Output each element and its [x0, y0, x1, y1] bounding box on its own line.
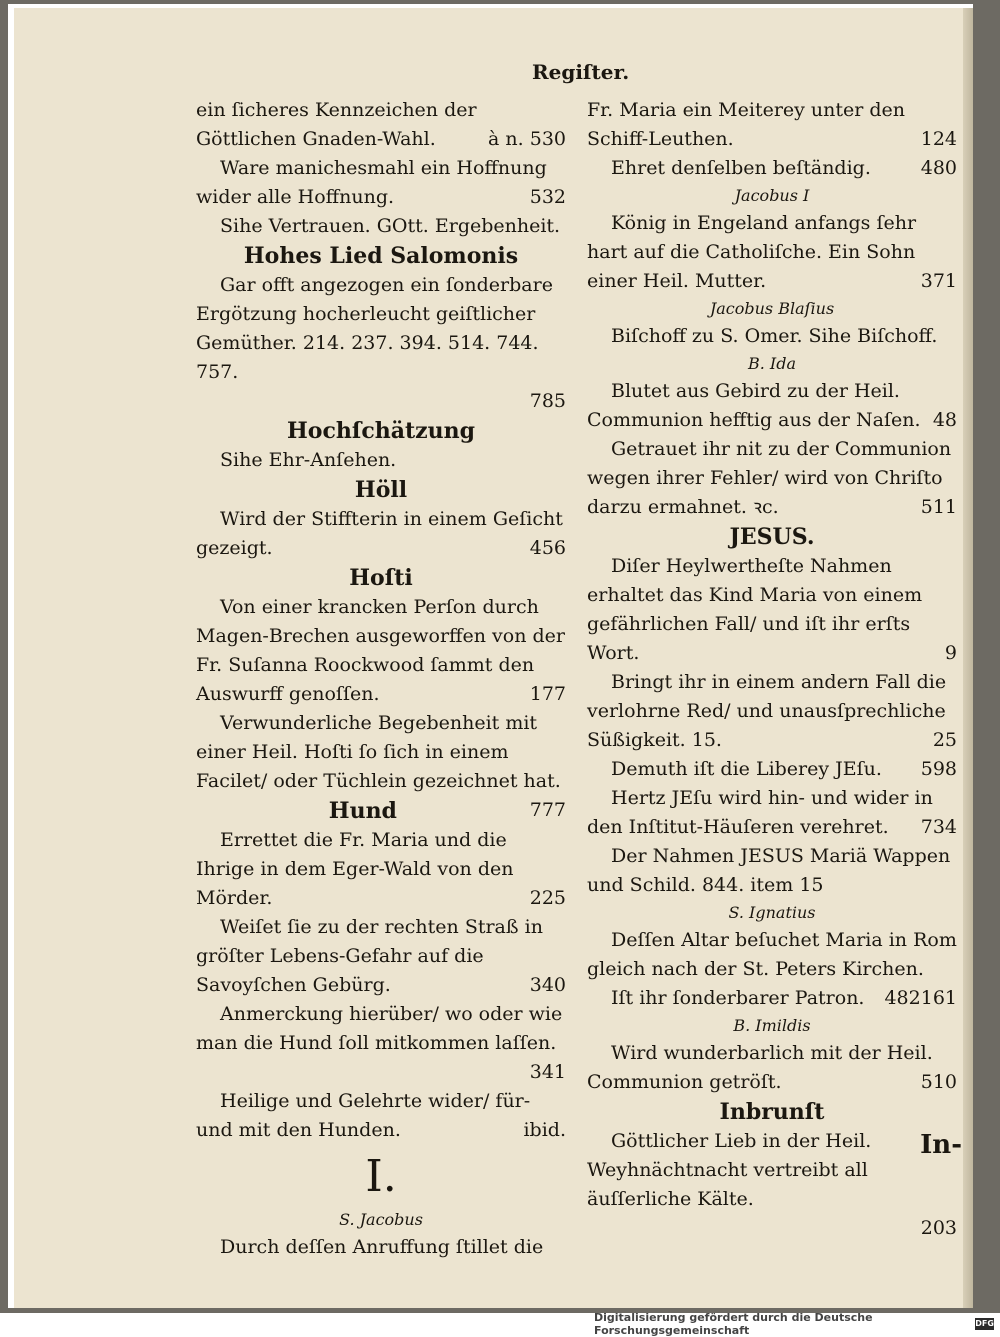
page-reference: 456: [529, 537, 566, 559]
catchword: In-: [920, 1130, 962, 1160]
index-entry: [587, 322, 957, 351]
page-reference: 734: [920, 816, 957, 838]
page-reference: 9: [944, 642, 957, 664]
index-entry: [587, 842, 957, 900]
dfg-logo-icon: DFG: [975, 1319, 994, 1328]
entry-text: Anmerckung hierüber/ wo oder wie man die Hund ſoll mitkommen laſſen.: [196, 1003, 563, 1054]
page-reference: 785: [529, 390, 566, 412]
index-entry: [587, 668, 957, 755]
index-entry: [587, 984, 957, 1013]
entry-text: Weiſet ſie zu der rechten Straß in gröſter Lebens-Gefahr auf die Savoyſchen Gebürg.: [196, 916, 543, 996]
page-reference: 511: [920, 496, 957, 518]
index-entry: [587, 755, 957, 784]
entry-text: Fr. Maria ein Meiterey unter den Schiff-Leuthen.: [587, 99, 906, 150]
entry-text: Deſſen Altar beſuchet Maria in Rom gleich nach der St. Peters Kirchen.: [587, 929, 957, 980]
entry-text: Ehret denſelben beſtändig.: [611, 157, 871, 179]
page-reference: 532: [529, 186, 566, 208]
page-reference: 340: [529, 974, 566, 996]
entry-text: Hertz JEſu wird hin- und wider in den Inſtitut-Häuſeren verehret.: [587, 787, 933, 838]
index-heading: Hund: [328, 798, 397, 824]
entry-text: Bringt ihr in einem andern Fall die verlohrne Red/ und unausſprechliche Süßigkeit. 15.: [587, 671, 947, 751]
page-reference: 25: [932, 729, 957, 751]
entry-text: ein ſicheres Kennzeichen der Göttlichen Gnaden-Wahl.: [196, 99, 477, 150]
page-reference: 341: [529, 1061, 566, 1083]
page-reference: 510: [920, 1071, 957, 1093]
index-entry: [196, 1000, 566, 1087]
page-reference: 177: [529, 683, 566, 705]
entry-text: König in Engeland anfangs ſehr hart auf die Catholiſche. Ein Sohn einer Heil. Mutter.: [587, 212, 917, 292]
index-entry: [196, 154, 566, 212]
index-entry: [196, 96, 566, 154]
left-column: [196, 96, 566, 1262]
index-subheading: Jacobus I: [734, 186, 810, 205]
index-entry: [587, 1039, 957, 1097]
page-reference: 48: [932, 409, 957, 431]
page-reference: 225: [529, 887, 566, 909]
index-heading: Hochſchätzung: [287, 418, 475, 444]
index-subheading: S. Jacobus: [339, 1210, 423, 1229]
entry-text: Sihe Ehr-Anſehen.: [220, 449, 397, 471]
entry-text: Demuth iſt die Liberey JEſu.: [611, 758, 882, 780]
index-entry: [587, 1127, 957, 1243]
page-reference: 598: [920, 758, 957, 780]
right-column: [587, 96, 957, 1243]
index-entry: [587, 96, 957, 154]
page-reference: à n. 530: [488, 128, 566, 150]
index-entry: [587, 377, 957, 435]
page-reference: 480: [920, 157, 957, 179]
entry-text: Wird der Stiffterin in einem Geſicht gezeigt.: [196, 508, 563, 559]
page-reference: 124: [920, 128, 957, 150]
index-subheading: B. Imildis: [733, 1016, 811, 1035]
index-entry: [196, 505, 566, 563]
index-entry: [196, 826, 566, 913]
entry-text: Ware manichesmahl ein Hoffnung wider alle Hoffnung.: [196, 157, 547, 208]
page-reference: 203: [920, 1217, 957, 1239]
page-edge: [963, 8, 973, 1308]
entry-text: Der Nahmen JESUS Mariä Wappen und Schild. 844. item 15: [587, 845, 951, 896]
index-entry: [196, 593, 566, 709]
entry-text: Verwunderliche Begebenheit mit einer Heil. Hoſti ſo ſich in einem Facilet/ oder Tüchlein gezeichnet hat.: [196, 712, 561, 792]
page-reference: 777: [529, 799, 566, 821]
entry-text: Gar offt angezogen ein ſonderbare Ergötzung hocherleucht geiſtlicher Gemüther. 214. 237. 394. 514. 744. 757.: [196, 274, 553, 383]
footer: [594, 1311, 994, 1337]
index-heading: Höll: [354, 477, 408, 503]
index-heading: Inbrunſt: [719, 1099, 825, 1125]
index-heading: Hoſti: [349, 565, 413, 591]
index-entry: [196, 212, 566, 241]
entry-text: Iſt ihr ſonderbarer Patron.: [611, 987, 865, 1009]
entry-text: Errettet die Fr. Maria und die Ihrige in dem Eger-Wald von den Mörder.: [196, 829, 514, 909]
page-reference: 482: [884, 987, 921, 1009]
entry-text: Wird wunderbarlich mit der Heil. Communion getröſt.: [587, 1042, 933, 1093]
entry-text: Biſchoff zu S. Omer. Sihe Biſchoff.: [611, 325, 938, 347]
index-entry: [587, 209, 957, 296]
entry-text: Getrauet ihr nit zu der Communion wegen ihrer Fehler/ wird von Chriſto darzu ermahnet. ꝛc.: [587, 438, 952, 518]
page-reference: ibid.: [523, 1119, 566, 1141]
entry-text: Von einer krancken Perſon durch Magen-Brechen ausgeworffen von der Fr. Suſanna Roockwood ſammt den Auswurff genoſſen.: [196, 596, 565, 705]
entry-text: Sihe Vertrauen. GOtt. Ergebenheit.: [220, 215, 561, 237]
entry-text: Diſer Heylwertheſte Nahmen erhaltet das Kind Maria von einem gefährlichen Fall/ und iſt ihr erſts Wort.: [587, 555, 923, 664]
index-entry: [196, 1233, 566, 1262]
index-heading: JESUS.: [729, 524, 815, 550]
index-entry: [196, 446, 566, 475]
page-reference: 161: [920, 987, 957, 1009]
index-subheading: S. Ignatius: [728, 903, 816, 922]
entry-text: Heilige und Gelehrte wider/ für- und mit den Hunden.: [196, 1090, 531, 1141]
section-letter: I.: [365, 1151, 397, 1202]
entry-text: Blutet aus Gebird zu der Heil. Communion hefftig aus der Naſen.: [587, 380, 921, 431]
running-head: Regiſter.: [532, 60, 630, 84]
index-entry: [196, 913, 566, 1000]
entry-text: Göttlicher Lieb in der Heil. Weyhnächtnacht vertreibt all äuſſerliche Kälte.: [587, 1130, 872, 1210]
index-entry: [587, 784, 957, 842]
index-entry: [196, 271, 566, 416]
index-entry: [587, 552, 957, 668]
index-entry: [587, 435, 957, 522]
index-entry: [587, 154, 957, 183]
entry-text: Durch deſſen Anruffung ſtillet die: [220, 1236, 544, 1258]
page-reference: 371: [920, 270, 957, 292]
index-subheading: B. Ida: [747, 354, 797, 373]
footer-text: Digitalisierung gefördert durch die Deutsche Forschungsgemeinschaft: [594, 1311, 873, 1337]
index-subheading: Jacobus Blaſius: [709, 299, 835, 318]
index-heading: Hohes Lied Salomonis: [243, 243, 519, 269]
index-entry: [196, 1087, 566, 1145]
